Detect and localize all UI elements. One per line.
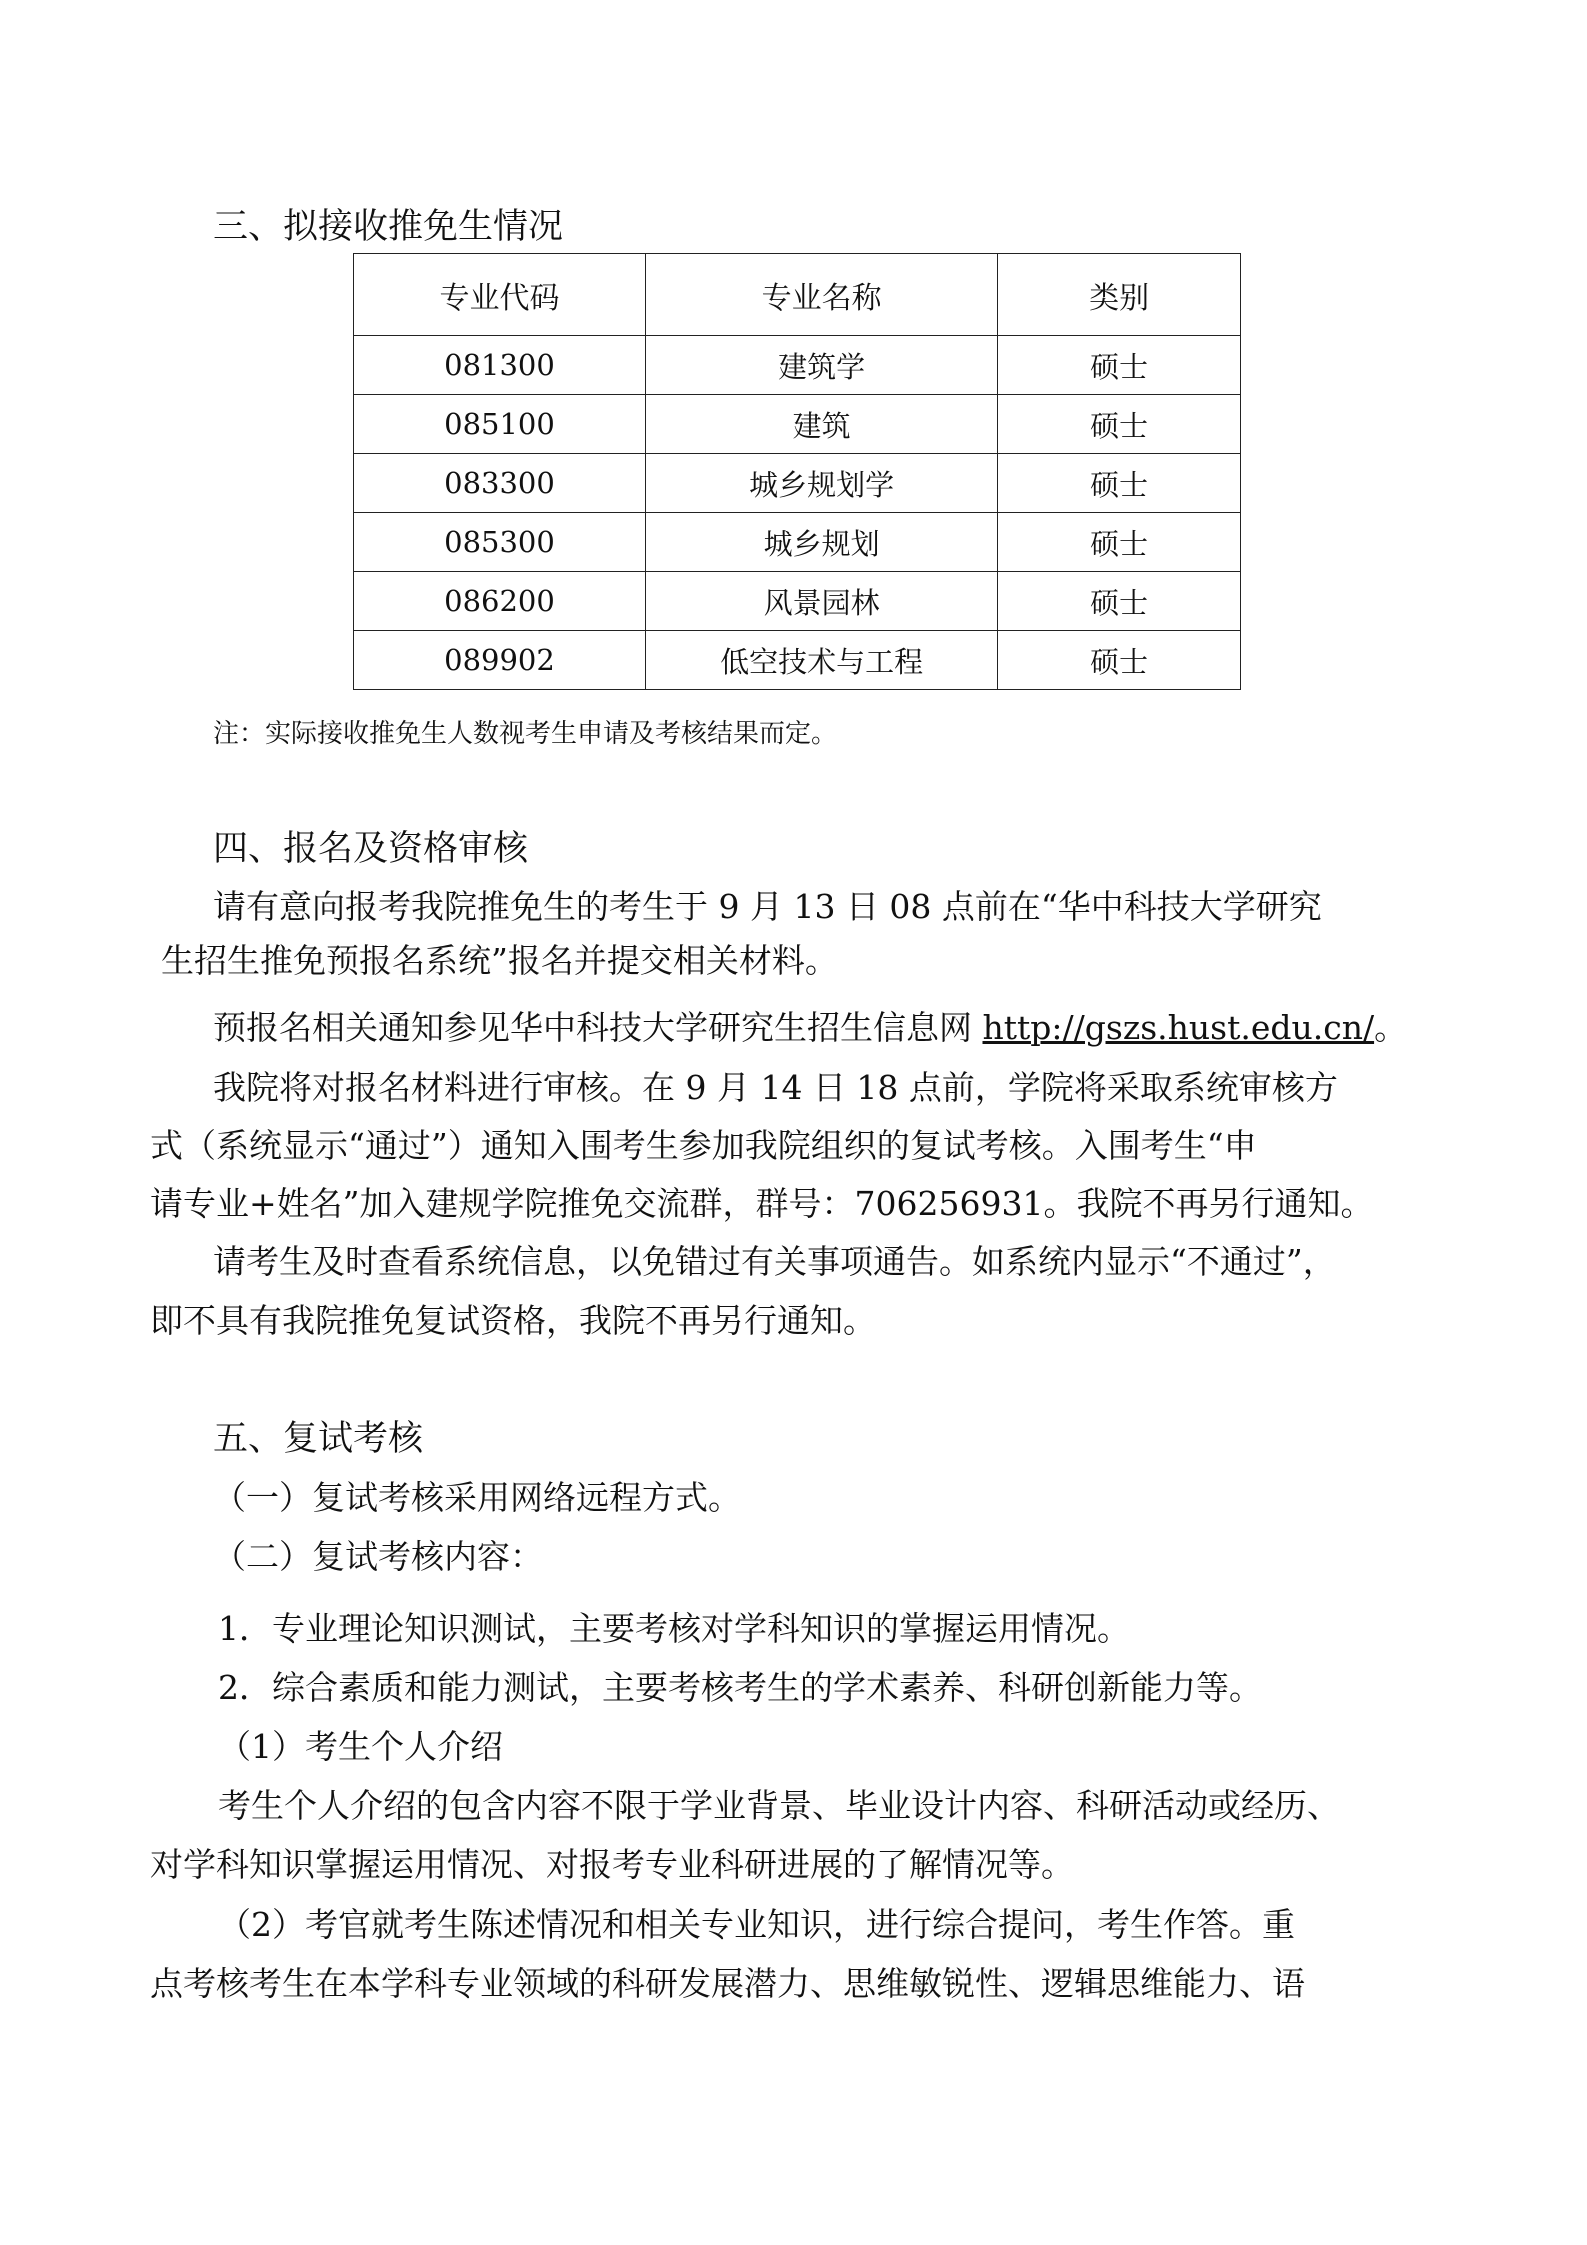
table-cell: 085300 <box>354 513 646 572</box>
paragraph-line: 即不具有我院推免复试资格，我院不再另行通知。 <box>150 1301 876 1340</box>
table-header-cell: 类别 <box>998 254 1241 336</box>
paragraph-line: 考生个人介绍的包含内容不限于学业背景、毕业设计内容、科研活动或经历、 <box>218 1786 1340 1825</box>
table-cell: 低空技术与工程 <box>645 631 997 690</box>
table-header-cell: 专业名称 <box>645 254 997 336</box>
sub-item-heading: （1）考生个人介绍 <box>218 1727 503 1766</box>
table-cell: 硕士 <box>998 572 1241 631</box>
table-row <box>354 336 1241 395</box>
paragraph-line <box>213 1008 1407 1048</box>
website-link[interactable]: http://gszs.hust.edu.cn/ <box>982 1008 1375 1047</box>
paragraph-line: （2）考官就考生陈述情况和相关专业知识，进行综合提问，考生作答。重 <box>218 1905 1295 1944</box>
paragraph-line: 请有意向报考我院推免生的考生于 9 月 13 日 08 点前在“华中科技大学研究 <box>213 887 1322 926</box>
table-cell: 硕士 <box>998 454 1241 513</box>
paragraph-text: 。 <box>1374 1008 1408 1047</box>
table-cell: 城乡规划学 <box>645 454 997 513</box>
table-row <box>354 395 1241 454</box>
section-heading-4: 四、报名及资格审核 <box>213 829 529 869</box>
table-cell: 083300 <box>354 454 646 513</box>
paragraph-line: 请考生及时查看系统信息，以免错过有关事项通告。如系统内显示“不通过”， <box>213 1242 1336 1281</box>
paragraph-line: 点考核考生在本学科专业领域的科研发展潜力、思维敏锐性、逻辑思维能力、语 <box>150 1964 1305 2003</box>
table-cell: 城乡规划 <box>645 513 997 572</box>
table-cell: 建筑学 <box>645 336 997 395</box>
table-row <box>354 513 1241 572</box>
paragraph-line: 请专业+姓名”加入建规学院推免交流群，群号：706256931。我院不再另行通知。 <box>150 1184 1374 1223</box>
table-cell: 风景园林 <box>645 572 997 631</box>
table-row <box>354 572 1241 631</box>
table-cell: 089902 <box>354 631 646 690</box>
table-cell: 085100 <box>354 395 646 454</box>
table-header-row <box>354 254 1241 336</box>
table-cell: 硕士 <box>998 513 1241 572</box>
section-heading-3: 三、拟接收推免生情况 <box>213 207 564 247</box>
table-cell: 硕士 <box>998 336 1241 395</box>
list-item: 1．专业理论知识测试，主要考核对学科知识的掌握运用情况。 <box>218 1609 1130 1648</box>
list-item: （一）复试考核采用网络远程方式。 <box>213 1478 741 1517</box>
table-cell: 建筑 <box>645 395 997 454</box>
table-cell: 硕士 <box>998 395 1241 454</box>
paragraph-line: 对学科知识掌握运用情况、对报考专业科研进展的了解情况等。 <box>150 1845 1074 1884</box>
table-note: 注：实际接收推免生人数视考生申请及考核结果而定。 <box>213 719 838 749</box>
table-row <box>354 631 1241 690</box>
paragraph-line: 我院将对报名材料进行审核。在 9 月 14 日 18 点前，学院将采取系统审核方 <box>213 1068 1338 1107</box>
paragraph-line: 式（系统显示“通过”）通知入围考生参加我院组织的复试考核。入围考生“申 <box>150 1126 1257 1165</box>
table-header-cell: 专业代码 <box>354 254 646 336</box>
list-item: （二）复试考核内容： <box>213 1537 543 1576</box>
table-row <box>354 454 1241 513</box>
list-item: 2．综合素质和能力测试，主要考核考生的学术素养、科研创新能力等。 <box>218 1668 1262 1707</box>
paragraph-text: 预报名相关通知参见华中科技大学研究生招生信息网 <box>213 1008 983 1047</box>
table-cell: 081300 <box>354 336 646 395</box>
table-cell: 硕士 <box>998 631 1241 690</box>
table-cell: 086200 <box>354 572 646 631</box>
section-heading-5: 五、复试考核 <box>213 1419 424 1459</box>
major-table <box>353 253 1241 690</box>
paragraph-line: 生招生推免预报名系统”报名并提交相关材料。 <box>161 941 838 980</box>
